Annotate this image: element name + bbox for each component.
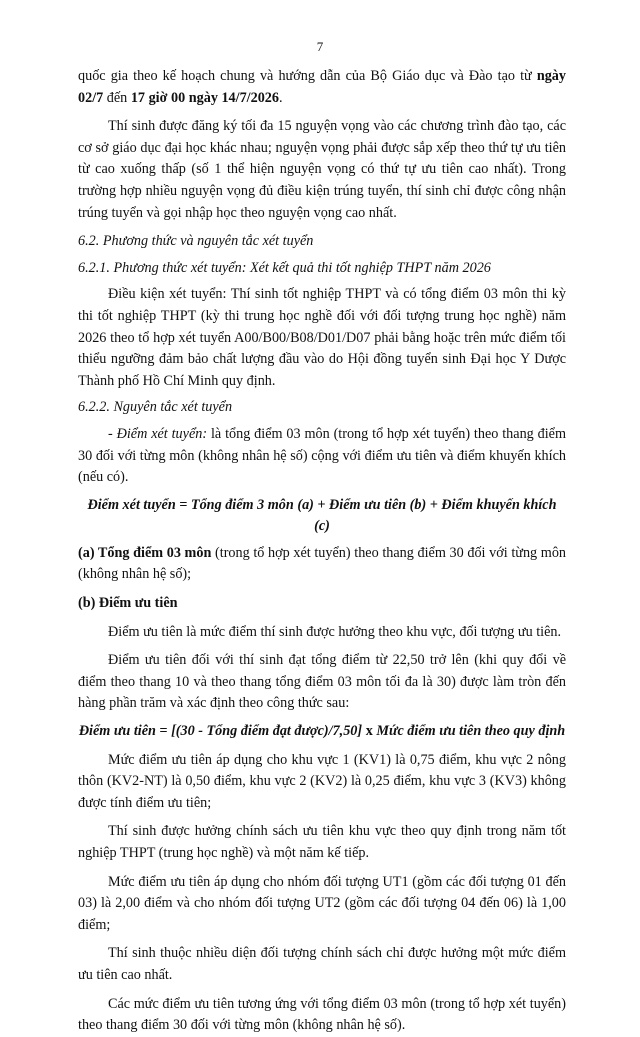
heading-6-2-2: 6.2.2. Nguyên tắc xét tuyển (78, 399, 233, 416)
formula-operator: x (362, 723, 377, 740)
text-run: (trong tổ hợp xét tuyển) theo thang điểm 30 đối với từng môn (không nhân hệ số); (78, 544, 567, 583)
paragraph-region-policy: Thí sinh được hưởng chính sách ưu tiên khu vực theo quy định trong năm tốt nghiệp THPT (trung học nghề) và một năm kế tiếp. (78, 823, 566, 861)
paragraph-priority-definition: Điểm ưu tiên là mức điểm thí sinh được hưởng theo khu vực, đối tượng ưu tiên. (108, 623, 562, 640)
term-label: - Điểm xét tuyển: (108, 425, 208, 442)
text-run: . (279, 89, 283, 106)
paragraph-aspirations: Thí sinh được đăng ký tối đa 15 nguyện vọng vào các chương trình đào tạo, các cơ sở giáo dục đại học khác nhau; nguyện vọng phải được sắp xếp theo thứ tự ưu tiên từ cao xuống thấp (số 1 thể hiện nguyện vọng có thứ tự ưu tiên cao nhất). Trong trường hợp nhiều nguyện vọng đủ điều kiện trúng tuyển, thí sinh chỉ được công nhận trúng tuyển và gọi nhập học theo nguyện vọng cao nhất. (78, 118, 566, 221)
paragraph-group-priority: Mức điểm ưu tiên áp dụng cho nhóm đối tượng UT1 (gồm các đối tượng 01 đến 03) là 2,00 điểm và cho nhóm đối tượng UT2 (gồm các đối tượng 04 đến 06) là 1,00 điểm; (78, 873, 566, 933)
paragraph-priority-rounding: Điểm ưu tiên đối với thí sinh đạt tổng điểm từ 22,50 trở lên (khi quy đổi về điểm theo thang 10 và theo thang tổng điểm 03 môn tối đa là 30) được làm tròn đến hàng phần trăm và xác định theo công thức sau: (78, 652, 566, 712)
paragraph-item-a (78, 543, 566, 586)
heading-6-2-1: 6.2.1. Phương thức xét tuyển: Xét kết quả thi tốt nghiệp THPT năm 2026 (78, 259, 491, 276)
heading-item-b: (b) Điểm ưu tiên (78, 595, 178, 612)
heading-6-2: 6.2. Phương thức và nguyên tắc xét tuyển (78, 233, 314, 250)
formula-part: Điểm ưu tiên = [(30 - Tổng điểm đạt được)/7,50] (78, 723, 363, 740)
paragraph-admission-score (78, 424, 566, 489)
paragraph-admission-conditions: Điều kiện xét tuyển: Thí sinh tốt nghiệp THPT và có tổng điểm 03 môn thi kỳ thi tốt nghiệp THPT (kỳ thi trung học nghề đối với đối tượng trung học nghề) năm 2026 theo tổ hợp xét tuyển A00/B00/B08/D01/D07 phải bằng hoặc trên mức điểm tối thiểu ngưỡng đảm bảo chất lượng đầu vào do Hội đồng tuyển sinh Đại học Y Dược Thành phố Hồ Chí Minh quy định. (78, 286, 566, 389)
page-content (78, 66, 566, 1037)
text-run: quốc gia theo kế hoạch chung và hướng dẫn của Bộ Giáo dục và Đào tạo từ (78, 68, 537, 84)
formula-part: Mức điểm ưu tiên theo quy định (376, 723, 566, 740)
paragraph-multiple-policies: Thí sinh thuộc nhiều diện đối tượng chính sách chỉ được hưởng một mức điểm ưu tiên cao nhất. (78, 945, 566, 983)
date-end: 17 giờ 00 ngày 14/7/2026 (130, 89, 279, 106)
text-run: đến (103, 89, 131, 106)
item-a-label: (a) Tổng điểm 03 môn (78, 544, 212, 561)
paragraph-region-priority: Mức điểm ưu tiên áp dụng cho khu vực 1 (KV1) là 0,75 điểm, khu vực 2 nông thôn (KV2-NT) là 0,50 điểm, khu vực 2 (KV2) là 0,25 điểm, khu vực 3 (KV3) không được tính điểm ưu tiên; (78, 751, 566, 811)
paragraph-registration-period (78, 66, 566, 109)
paragraph-priority-levels: Các mức điểm ưu tiên tương ứng với tổng điểm 03 môn (trong tổ hợp xét tuyển) theo thang điểm 30 đối với từng môn (không nhân hệ số). (78, 995, 566, 1034)
formula-priority-score (78, 721, 566, 743)
date-start: ngày 02/7 (78, 68, 566, 106)
text-run: là tổng điểm 03 môn (trong tổ hợp xét tuyển) theo thang điểm 30 đối với từng môn (không nhân hệ số) cộng với điểm ưu tiên và điểm khuyến khích (nếu có). (78, 425, 566, 486)
page-number: 7 (316, 39, 324, 54)
formula-admission-score: Điểm xét tuyển = Tổng điểm 3 môn (a) + Điểm ưu tiên (b) + Điểm khuyến khích (c) (87, 496, 557, 535)
